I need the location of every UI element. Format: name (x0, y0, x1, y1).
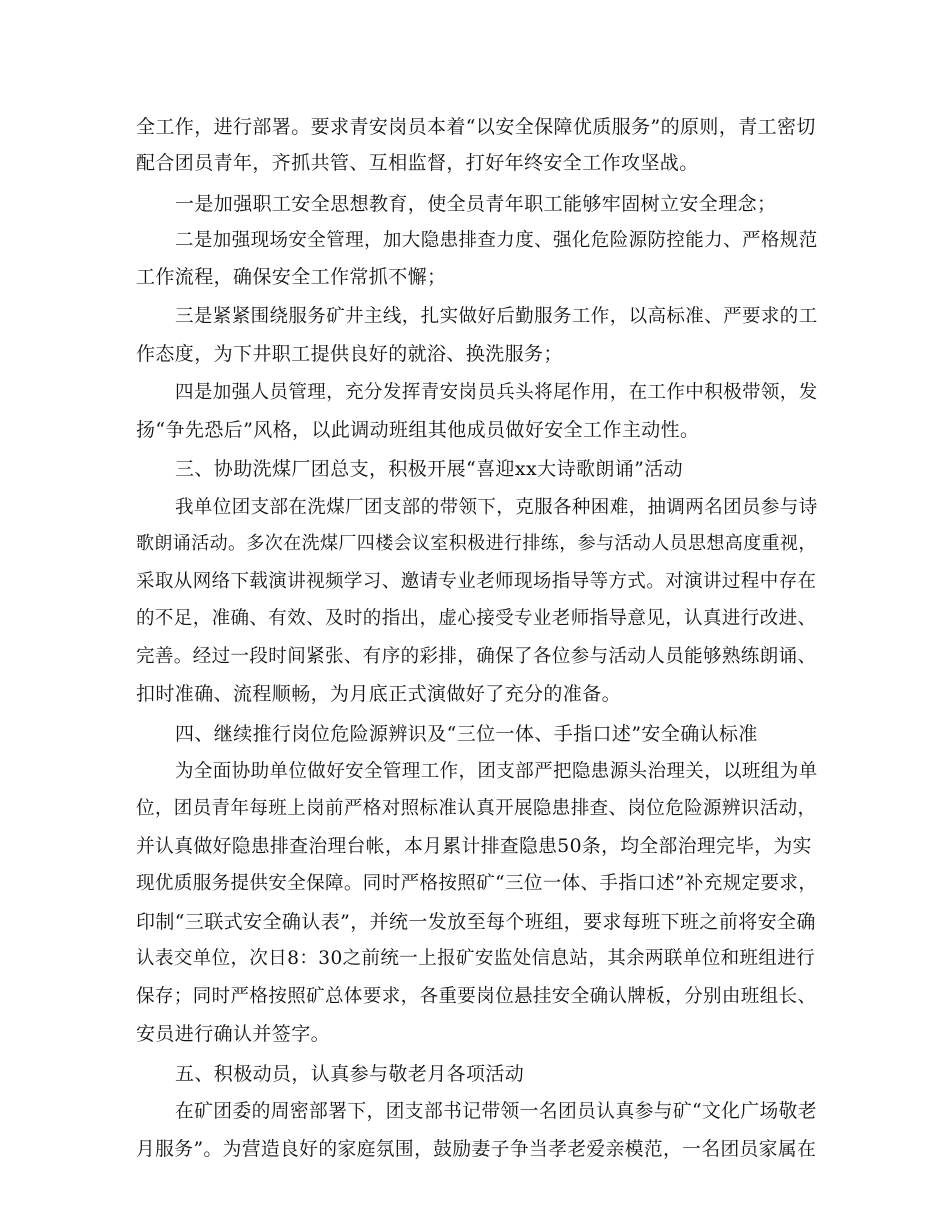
text-line: 我单位团支部在洗煤厂团支部的带领下，克服各种困难，抽调两名团员参与诗 (175, 497, 818, 518)
text-line: 配合团员青年，齐抓共管、互相监督，打好年终安全工作攻坚战。 (136, 152, 699, 174)
text-line: 三是紧紧围绕服务矿井主线，扎实做好后勤服务工作，以高标准、严要求的工 (175, 306, 818, 327)
section-heading: 三、协助洗煤厂团总支，积极开展“喜迎xx大诗歌朗诵”活动 (175, 458, 684, 480)
section-heading: 四、继续推行岗位危险源辨识及“三位一体、手指口述”安全确认标准 (175, 723, 758, 745)
text-line: 印制“三联式安全确认表”，并统一发放至每个班组，要求每班下班之前将安全确 (136, 911, 816, 933)
text-line: 一是加强职工安全思想教育，使全员青年职工能够牢固树立安全理念； (175, 193, 777, 215)
text-line: 全工作，进行部署。要求青安岗员本着“以安全保障优质服务”的原则，青工密切 (136, 116, 816, 138)
text-line: 安员进行确认并签字。 (136, 1023, 331, 1045)
text-line: 完善。经过一段时间紧张、有序的彩排，确保了各位参与活动人员能够熟练朗诵、 (136, 646, 817, 667)
text-line: 并认真做好隐患排查治理台帐，本月累计排查隐患50条，均全部治理完毕，为实 (136, 836, 812, 857)
text-line: 工作流程，确保安全工作常抓不懈； (136, 266, 447, 288)
text-line: 歌朗诵活动。多次在洗煤厂四楼会议室积极进行排练，参与活动人员思想高度重视， (136, 533, 817, 554)
text-line: 在矿团委的周密部署下，团支部书记带领一名团员认真参与矿“文化广场敬老 (175, 1101, 817, 1122)
text-line: 认表交单位，次日8：30之前统一上报矿安监处信息站，其余两联单位和班组进行 (136, 948, 816, 969)
text-line: 的不足，准确、有效、及时的指出，虚心接受专业老师指导意见，认真进行改进、 (136, 608, 817, 629)
text-line: 采取从网络下载演讲视频学习、邀请专业老师现场指导等方式。对演讲过程中存在 (136, 571, 817, 592)
text-line: 现优质服务提供安全保障。同时严格按照矿“三位一体、手指口述”补充规定要求， (136, 873, 818, 894)
text-line: 二是加强现场安全管理，加大隐患排查力度、强化危险源防控能力、严格规范 (175, 230, 818, 251)
text-line: 保存；同时严格按照矿总体要求，各重要岗位悬挂安全确认牌板，分别由班组长、 (136, 986, 817, 1007)
text-line: 月服务”。为营造良好的家庭氛围，鼓励妻子争当孝老爱亲模范，一名团员家属在 (136, 1139, 817, 1160)
text-line: 作态度，为下井职工提供良好的就浴、换洗服务； (136, 343, 563, 365)
text-line: 四是加强人员管理，充分发挥青安岗员兵头将尾作用，在工作中积极带领，发 (175, 382, 818, 403)
text-line: 为全面协助单位做好安全管理工作，团支部严把隐患源头治理关，以班组为单 (175, 761, 818, 782)
text-line: 扬“争先恐后”风格，以此调动班组其他成员做好安全工作主动性。 (136, 419, 700, 441)
text-line: 扣时准确、流程顺畅，为月底正式演做好了充分的准备。 (136, 683, 622, 705)
text-line: 位，团员青年每班上岗前严格对照标准认真开展隐患排查、岗位危险源辨识活动， (136, 798, 817, 819)
section-heading: 五、积极动员，认真参与敬老月各项活动 (175, 1063, 525, 1085)
